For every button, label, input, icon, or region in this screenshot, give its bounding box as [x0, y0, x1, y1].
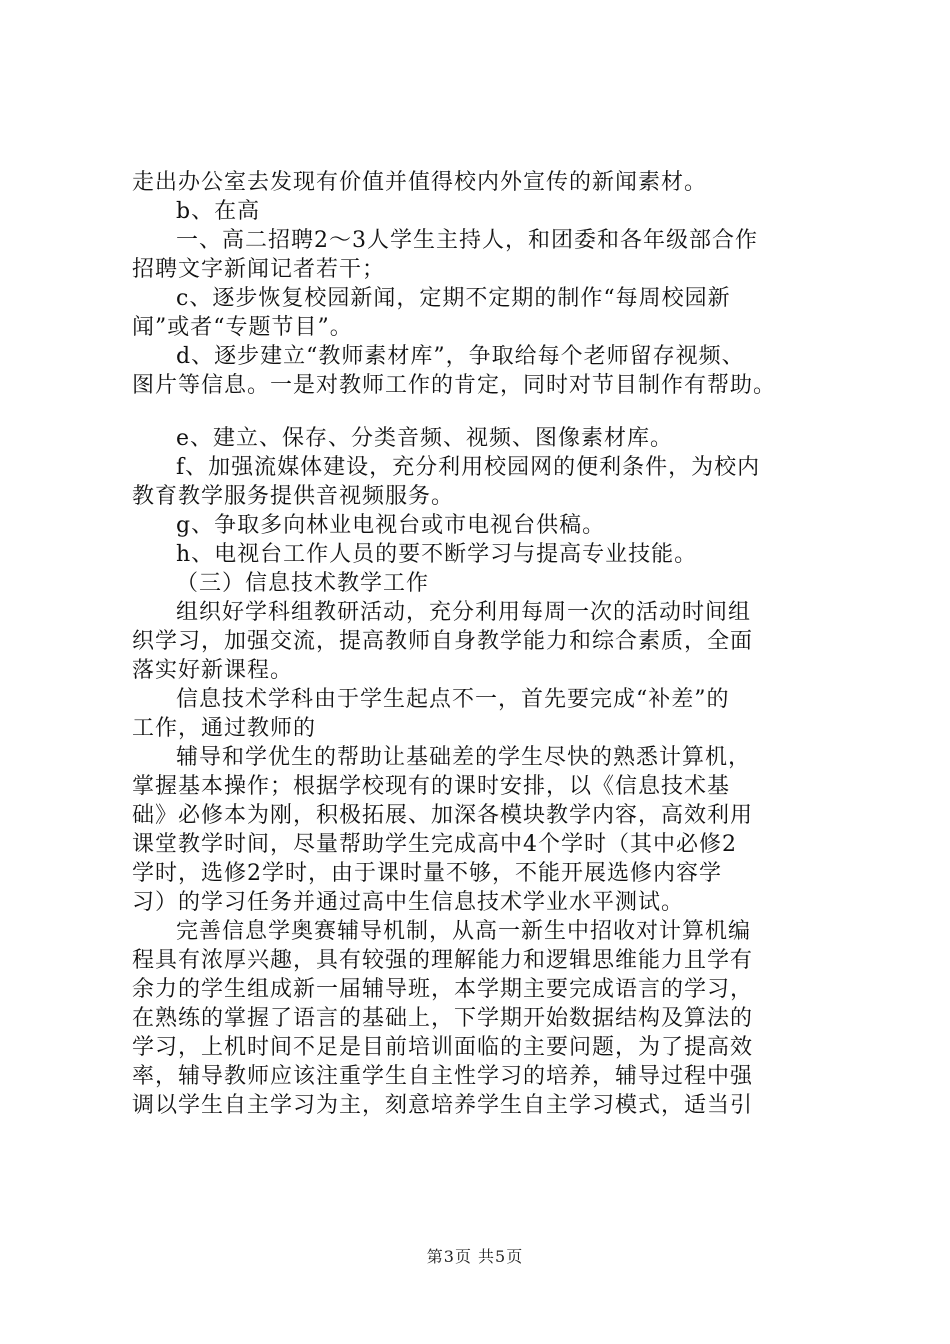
text-line: 程具有浓厚兴趣，具有较强的理解能力和逻辑思维能力且学有 [132, 948, 754, 973]
text-line: 调以学生自主学习为主，刻意培养学生自主学习模式，适当引 [132, 1093, 754, 1118]
text-line: f、加强流媒体建设，充分利用校园网的便利条件，为校内 [176, 455, 761, 480]
section-heading: （三）信息技术教学工作 [176, 571, 430, 596]
text-line: 闻”或者“专题节目”。 [132, 315, 353, 340]
text-line: 余力的学生组成新一届辅导班，本学期主要完成语言的学习， [132, 977, 754, 1002]
text-line: 教育教学服务提供音视频服务。 [132, 484, 455, 509]
text-line: 学习，上机时间不足是目前培训面临的主要问题，为了提高效 [132, 1035, 754, 1060]
text-line: 信息技术学科由于学生起点不一，首先要完成“补差”的 [176, 687, 730, 712]
text-line: 础》必修本为刚，积极拓展、加深各模块教学内容，高效利用 [132, 803, 754, 828]
text-line: 招聘文字新闻记者若干； [132, 257, 386, 282]
text-line: 完善信息学奥赛辅导机制，从高一新生中招收对计算机编 [176, 919, 752, 944]
text-line: 率，辅导教师应该注重学生自主性学习的培养，辅导过程中强 [132, 1064, 754, 1089]
page-number-footer: 第3页 共5页 [426, 1247, 524, 1266]
text-line: 落实好新课程。 [132, 658, 294, 683]
text-line: c、逐步恢复校园新闻，定期不定期的制作“每周校园新 [176, 286, 731, 311]
text-line: h、电视台工作人员的要不断学习与提高专业技能。 [176, 542, 698, 567]
text-line: 辅导和学优生的帮助让基础差的学生尽快的熟悉计算机， [176, 745, 752, 770]
text-line: 图片等信息。一是对教师工作的肯定，同时对节目制作有帮助。 [132, 373, 777, 398]
text-line: 在熟练的掌握了语言的基础上，下学期开始数据结构及算法的 [132, 1006, 754, 1031]
text-line: 组织好学科组教研活动，充分利用每周一次的活动时间组 [176, 600, 752, 625]
text-line: e、建立、保存、分类音频、视频、图像素材库。 [176, 426, 674, 451]
text-line: g、争取多向林业电视台或市电视台供稿。 [176, 513, 606, 538]
text-line: 工作，通过教师的 [132, 716, 317, 741]
text-line: b、在高 [176, 199, 261, 224]
text-line: d、逐步建立“教师素材库”，争取给每个老师留存视频、 [176, 344, 745, 369]
document-body [132, 168, 847, 1120]
text-line: 一、高二招聘2～3人学生主持人，和团委和各年级部合作 [176, 228, 758, 253]
text-line: 课堂教学时间，尽量帮助学生完成高中4个学时（其中必修2 [132, 832, 737, 857]
paragraph-gap [132, 400, 847, 424]
text-line: 掌握基本操作；根据学校现有的课时安排，以《信息技术基 [132, 774, 731, 799]
text-line: 走出办公室去发现有价值并值得校内外宣传的新闻素材。 [132, 170, 708, 195]
text-line: 织学习，加强交流，提高教师自身教学能力和综合素质，全面 [132, 629, 754, 654]
text-line: 学时，选修2学时，由于课时量不够，不能开展选修内容学 [132, 861, 722, 886]
text-line: 习）的学习任务并通过高中生信息技术学业水平测试。 [132, 890, 685, 915]
